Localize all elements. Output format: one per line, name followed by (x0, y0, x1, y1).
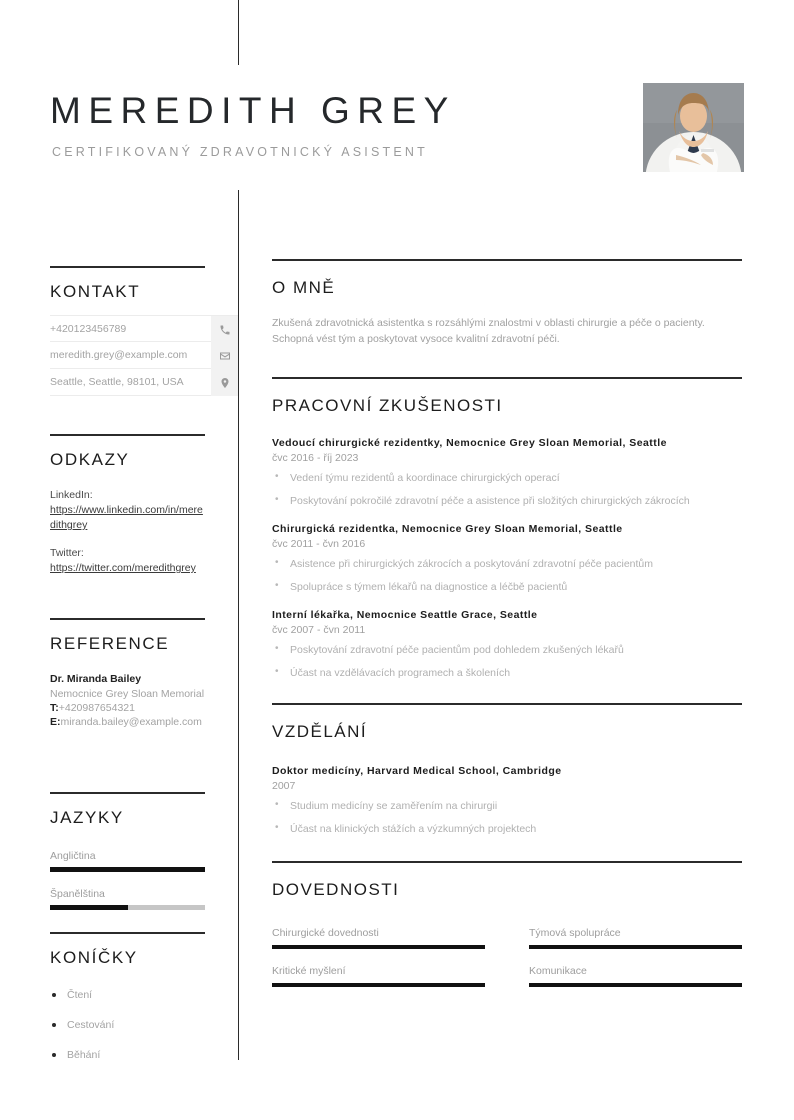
entry-title: Vedoucí chirurgické rezidentky, Nemocnice Grey Sloan Memorial, Seattle (272, 437, 667, 449)
skill-level-bar (529, 945, 742, 949)
entry-bullet: • Poskytování pokročilé zdravotní péče a asistence při složitých chirurgických zákrocích (272, 494, 744, 508)
skill-level-bar (272, 945, 485, 949)
language-level-bar (50, 867, 205, 872)
hobbies-section (50, 948, 206, 1078)
entry-title: Doktor medicíny, Harvard Medical School, Cambridge (272, 765, 562, 777)
reference-phone (50, 701, 206, 715)
header-vertical-divider (238, 0, 239, 65)
language-item-english (50, 850, 206, 872)
language-name: Angličtina (50, 850, 96, 862)
experience-entry (272, 522, 744, 594)
contact-heading: KONTAKT (50, 282, 141, 301)
reference-phone-label: T: (50, 702, 59, 714)
contact-location-text: Seattle, Seattle, 98101, USA (50, 376, 184, 388)
experience-divider (272, 377, 742, 379)
skill-name: Týmová spolupráce (529, 927, 621, 939)
list-item: Cestování (50, 1018, 206, 1032)
reference-phone-value: +420987654321 (58, 702, 135, 714)
entry-bullet: • Vedení týmu rezidentů a koordinace chirurgických operací (272, 471, 744, 485)
skills-heading: DOVEDNOSTI (272, 880, 400, 899)
avatar (643, 83, 744, 172)
reference-email-value: miranda.bailey@example.com (60, 716, 202, 728)
skill-name: Komunikace (529, 965, 587, 977)
languages-section (50, 808, 206, 926)
experience-heading: PRACOVNÍ ZKUŠENOSTI (272, 396, 503, 415)
linkedin-label: LinkedIn: (50, 489, 93, 501)
contact-divider (50, 266, 205, 268)
reference-section (50, 634, 206, 729)
hobbies-divider (50, 932, 205, 934)
contact-row-location[interactable] (50, 369, 238, 396)
entry-date: čvc 2016 - říj 2023 (272, 452, 359, 464)
reference-divider (50, 618, 205, 620)
page-title: MEREDITH GREY (50, 90, 456, 131)
entry-date: čvc 2011 - čvn 2016 (272, 538, 366, 550)
entry-date: 2007 (272, 780, 296, 792)
links-divider (50, 434, 205, 436)
reference-heading: REFERENCE (50, 634, 170, 653)
hobbies-heading: KONÍČKY (50, 948, 138, 967)
skill-name: Kritické myšlení (272, 965, 346, 977)
skills-section (272, 880, 744, 987)
reference-name: Dr. Miranda Bailey (50, 673, 142, 685)
entry-bullet: • Studium medicíny se zaměřením na chirurgii (272, 799, 744, 813)
entry-date: čvc 2007 - čvn 2011 (272, 624, 366, 636)
language-level-fill (50, 867, 205, 872)
education-entry (272, 764, 744, 836)
language-level-bar (50, 905, 205, 910)
about-divider (272, 259, 742, 261)
skills-divider (272, 861, 742, 863)
envelope-icon (211, 342, 238, 369)
entry-bullet: • Poskytování zdravotní péče pacientům pod dohledem zkušených lékařů (272, 643, 744, 657)
skill-level-fill (272, 945, 485, 949)
reference-email-label: E: (50, 716, 61, 728)
entry-bullet: • Účast na klinických stážích a výzkumných projektech (272, 822, 744, 836)
entry-bullet: • Asistence při chirurgických zákrocích a poskytování zdravotní péče pacientům (272, 557, 744, 571)
contact-phone-text: +420123456789 (50, 323, 127, 335)
contact-section (50, 282, 206, 302)
about-heading: O MNĚ (272, 278, 336, 297)
about-text: Zkušená zdravotnická asistentka s rozsáhlými znalostmi v oblasti chirurgie a péče o pacienty. Schopná vést tým a poskytovat vysoce kvalitní zdravotní péči. (272, 317, 705, 345)
skill-item (272, 965, 485, 987)
twitter-label: Twitter: (50, 547, 84, 559)
list-item: Čtení (50, 988, 206, 1002)
language-item-spanish (50, 888, 206, 910)
skill-level-fill (272, 983, 485, 987)
sidebar (0, 0, 238, 1120)
skill-item (529, 965, 742, 987)
skill-level-fill (529, 983, 742, 987)
twitter-url[interactable]: https://twitter.com/meredithgrey (50, 562, 196, 574)
languages-divider (50, 792, 205, 794)
language-level-fill (50, 905, 128, 910)
phone-icon (211, 316, 238, 343)
link-item-twitter (50, 546, 206, 576)
entry-title: Interní lékařka, Nemocnice Seattle Grace, Seattle (272, 609, 538, 621)
experience-section (272, 396, 744, 694)
reference-organization: Nemocnice Grey Sloan Memorial (50, 688, 205, 700)
contact-row-email[interactable] (50, 342, 238, 369)
column-vertical-divider (238, 190, 239, 1060)
contact-email-text: meredith.grey@example.com (50, 349, 188, 361)
entry-bullet: • Spolupráce s týmem lékařů na diagnostice a léčbě pacientů (272, 580, 744, 594)
entry-bullet: • Účast na vzdělávacích programech a školeních (272, 666, 744, 680)
education-heading: VZDĚLÁNÍ (272, 722, 368, 741)
entry-title: Chirurgická rezidentka, Nemocnice Grey Sloan Memorial, Seattle (272, 523, 623, 535)
links-section (50, 450, 206, 589)
skills-grid (272, 927, 744, 987)
skill-level-bar (272, 983, 485, 987)
contact-row-phone[interactable] (50, 315, 238, 342)
skill-level-bar (529, 983, 742, 987)
languages-heading: JAZYKY (50, 808, 124, 827)
skill-level-fill (529, 945, 742, 949)
language-name: Španělština (50, 888, 105, 900)
linkedin-url[interactable]: https://www.linkedin.com/in/meredithgrey (50, 504, 203, 531)
experience-entry (272, 436, 744, 508)
experience-entry (272, 608, 744, 680)
location-pin-icon (211, 369, 238, 396)
skill-name: Chirurgické dovednosti (272, 927, 379, 939)
reference-email (50, 715, 206, 729)
list-item: Běhání (50, 1048, 206, 1062)
skill-item (529, 927, 742, 949)
links-heading: ODKAZY (50, 450, 130, 469)
education-section (272, 722, 744, 850)
link-item-linkedin (50, 488, 206, 533)
job-title: CERTIFIKOVANÝ ZDRAVOTNICKÝ ASISTENT (52, 145, 428, 159)
contact-list (50, 315, 238, 396)
skill-item (272, 927, 485, 949)
education-divider (272, 703, 742, 705)
about-section (272, 278, 744, 347)
